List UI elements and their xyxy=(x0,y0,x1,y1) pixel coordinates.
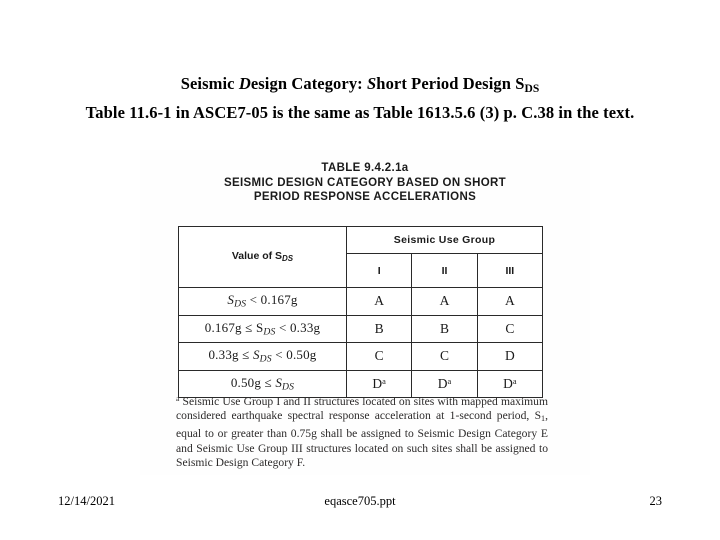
range-subscript: DS xyxy=(282,381,295,393)
table-cell-category-iii: D xyxy=(477,343,542,371)
table-cell-sds-range xyxy=(179,288,347,316)
table-caption-line-1: TABLE 9.4.2.1a xyxy=(321,162,409,174)
table-cell-category-ii: A xyxy=(412,288,477,316)
page-title-line-1-part-c: hort Period Design S xyxy=(376,74,525,93)
table-cell-category-ii: C xyxy=(412,343,477,371)
footnote-marker: a xyxy=(176,394,180,403)
seismic-design-category-table-wrapper xyxy=(178,226,543,398)
page-title-line-1-italic-s: S xyxy=(367,74,377,93)
table-cell-sds-range xyxy=(179,315,347,343)
range-subscript: DS xyxy=(234,299,247,311)
page-title-line-2: Table 11.6-1 in ASCE7-05 is the same as Table 1613.5.6 (3) p. C.38 in the text. xyxy=(85,103,635,123)
page-title-subscript-ds: DS xyxy=(524,83,540,96)
category-footnote-marker: a xyxy=(447,376,452,386)
table-header-group-iii: III xyxy=(477,254,542,288)
range-suffix: < 0.50g xyxy=(271,347,317,363)
page-title-line-1 xyxy=(0,72,720,101)
range-suffix: < 0.167g xyxy=(246,292,298,308)
footer-filename: eqasce705.ppt xyxy=(324,494,396,508)
category-letter: D xyxy=(372,375,383,391)
table-row xyxy=(179,288,543,316)
range-symbol: S xyxy=(227,292,235,308)
table-header-value-of-sds xyxy=(179,227,347,288)
table-header-value-label: Value of S xyxy=(231,250,283,263)
range-symbol: S xyxy=(275,374,283,390)
table-cell-sds-range xyxy=(179,343,347,371)
footer-page-number: 23 xyxy=(649,494,662,508)
table-cell-category-i: C xyxy=(347,343,412,371)
range-subscript: DS xyxy=(259,354,272,366)
table-caption-line-3: PERIOD RESPONSE ACCELERATIONS xyxy=(253,191,477,203)
category-letter: D xyxy=(503,375,513,391)
range-prefix: 0.50g ≤ xyxy=(230,374,276,390)
range-suffix: < 0.33g xyxy=(275,319,321,335)
page-title-line-1-italic-d: D xyxy=(238,74,251,93)
page-title-line-1-part-a: Seismic xyxy=(180,74,239,93)
category-letter: D xyxy=(437,375,448,391)
table-caption-line-2: SEISMIC DESIGN CATEGORY BASED ON SHORT xyxy=(223,176,507,189)
table-header-group-i: I xyxy=(347,254,412,288)
table-row xyxy=(179,315,543,343)
table-header-row-top xyxy=(179,227,543,254)
category-footnote-marker: a xyxy=(512,376,517,386)
category-footnote-marker: a xyxy=(382,376,386,386)
table-caption xyxy=(140,161,590,205)
footnote-text-part-1: Seismic Use Group I and II structures located on sites with mapped maximum considered earthquake spectral response acceleration at 1-second period, S xyxy=(176,394,548,423)
table-header-seismic-use-group: Seismic Use Group xyxy=(347,227,543,254)
scanned-table-figure xyxy=(140,150,590,475)
range-subscript: DS xyxy=(263,326,276,338)
seismic-design-category-table xyxy=(178,226,543,398)
range-prefix: 0.33g ≤ xyxy=(208,347,253,363)
table-cell-category-iii: A xyxy=(477,288,542,316)
page-title-line-1-part-b: esign Category: xyxy=(250,74,368,93)
page-title xyxy=(0,72,720,124)
footnote-subscript-s1: 1 xyxy=(541,414,546,424)
table-cell-category-iii: C xyxy=(477,315,542,343)
table-header-value-subscript: DS xyxy=(282,254,294,264)
range-symbol: S xyxy=(255,319,264,335)
footnote-text-part-2: , equal to or greater than 0.75g shall be assigned to Seismic Design Category E and Seismic Use Group III structures located on such sites shall be assigned to Seismic Design Category F. xyxy=(176,409,548,470)
table-cell-category-i: A xyxy=(347,288,412,316)
table-row xyxy=(179,343,543,371)
range-prefix: 0.167g ≤ xyxy=(204,319,256,335)
footer-date: 12/14/2021 xyxy=(58,494,115,508)
table-cell-category-ii: B xyxy=(412,315,477,343)
table-cell-category-i: B xyxy=(347,315,412,343)
table-footnote xyxy=(176,392,548,471)
range-symbol: S xyxy=(252,347,260,363)
table-header-group-ii: II xyxy=(412,254,477,288)
scan-ghost-artifact xyxy=(170,246,174,263)
slide-footer xyxy=(0,494,720,512)
